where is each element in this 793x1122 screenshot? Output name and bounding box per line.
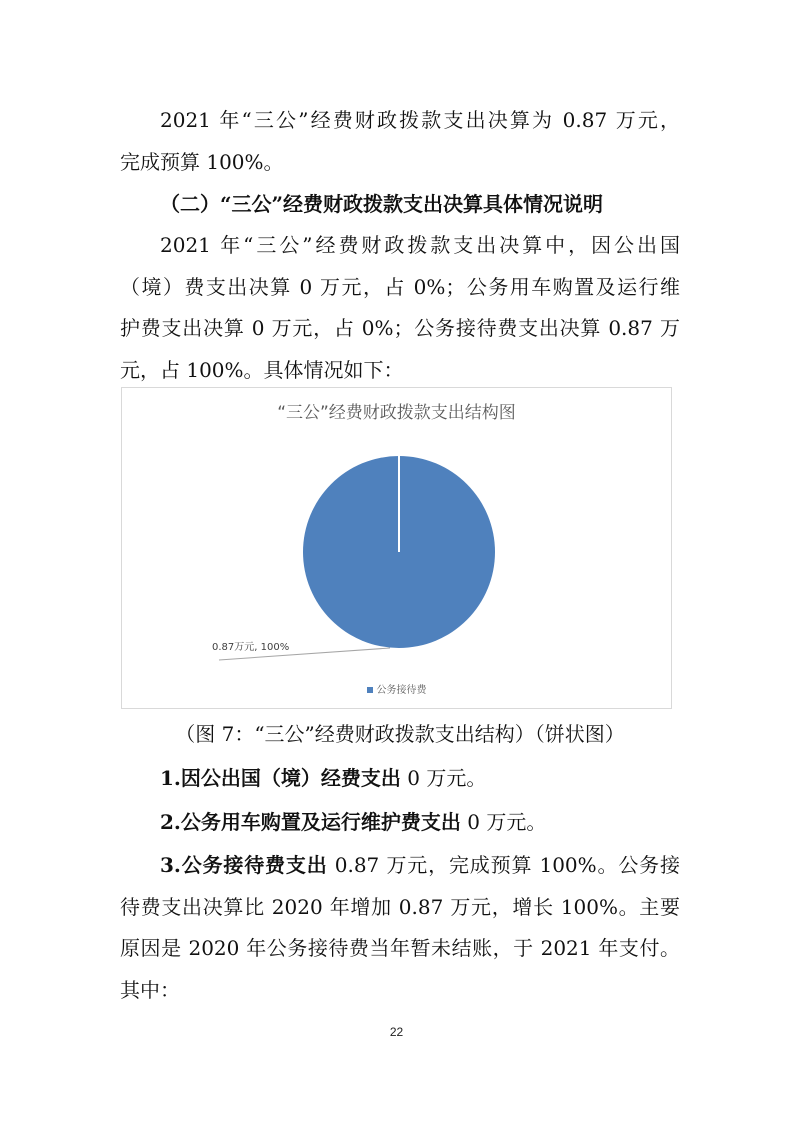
paragraph-line: 元，占 100%。具体情况如下：: [120, 358, 404, 382]
item-2-value: 0 万元。: [460, 810, 547, 834]
item-1: [160, 764, 680, 792]
legend-swatch: [367, 687, 373, 693]
paragraph-line: 原因是 2020 年公务接待费当年暂未结账，于 2021 年支付。: [120, 936, 680, 960]
paragraph-line: 待费支出决算比 2020 年增加 0.87 万元，增长 100%。主要: [120, 895, 680, 919]
item-2-title: 2.公务用车购置及运行维护费支出: [160, 810, 461, 834]
chart-legend: [122, 681, 671, 696]
paragraph-line: 其中：: [120, 978, 180, 1002]
item-2: [160, 808, 680, 836]
pie-chart-svg: [122, 388, 673, 710]
pie-data-label: 0.87万元, 100%: [212, 642, 290, 653]
item-3-value: 0.87 万元，完成预算 100%。公务接: [327, 853, 680, 877]
item-1-title: 1.因公出国（境）经费支出: [160, 766, 401, 790]
pie-chart: [121, 387, 672, 709]
item-3: [160, 851, 680, 879]
chart-caption: （图 7：“三公”经费财政拨款支出结构）（饼状图）: [175, 722, 625, 746]
paragraph-line: 完成预算 100%。: [120, 150, 284, 174]
item-3-title: 3.公务接待费支出: [160, 853, 328, 877]
paragraph-line: （境）费支出决算 0 万元，占 0%；公务用车购置及运行维: [120, 275, 680, 299]
section-heading: （二）“三公”经费财政拨款支出决算具体情况说明: [160, 192, 604, 216]
legend-label: 公务接待费: [376, 685, 427, 696]
paragraph-line: 2021 年“三公”经费财政拨款支出决算中，因公出国: [160, 233, 680, 257]
item-1-value: 0 万元。: [400, 766, 487, 790]
chart-title: “三公”经费财政拨款支出结构图: [277, 403, 516, 423]
page-number: 22: [389, 1025, 404, 1039]
paragraph-line: 2021 年“三公”经费财政拨款支出决算为 0.87 万元，: [160, 108, 680, 132]
paragraph-line: 护费支出决算 0 万元，占 0%；公务接待费支出决算 0.87 万: [120, 316, 680, 340]
